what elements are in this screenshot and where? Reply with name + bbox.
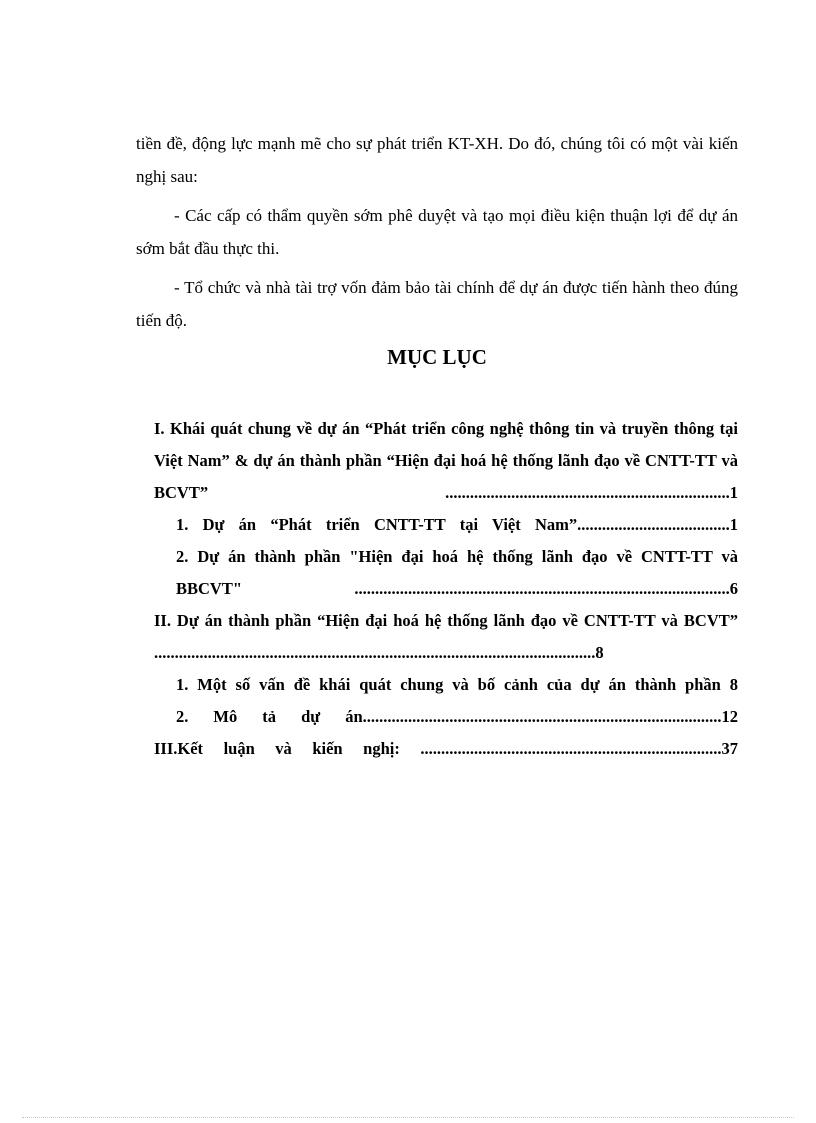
toc-entry-section-2-1[interactable]: 1. Một số vấn đề khái quát chung và bố cảnh của dự án thành phần 8 bbox=[176, 675, 738, 694]
toc-entry-section-3[interactable]: III.Kết luận và kiến nghị: .........................................................................37 bbox=[154, 739, 738, 758]
table-of-contents bbox=[154, 413, 738, 765]
toc-entry-section-1-1[interactable]: 1. Dự án “Phát triển CNTT-TT tại Việt Nam”.....................................1 bbox=[176, 515, 738, 534]
paragraph-recommendation-1: - Các cấp có thẩm quyền sớm phê duyệt và tạo mọi điều kiện thuận lợi để dự án sớm bắt đầu thực thi. bbox=[136, 206, 738, 258]
paragraph-conclusion: tiền đề, động lực mạnh mẽ cho sự phát triển KT-XH. Do đó, chúng tôi có một vài kiến nghị sau: bbox=[136, 134, 738, 186]
toc-title: MỤC LỤC bbox=[387, 345, 487, 369]
toc-entry-section-2[interactable]: II. Dự án thành phần “Hiện đại hoá hệ thống lãnh đạo về CNTT-TT và BCVT” ...........................................................................................................8 bbox=[154, 611, 738, 662]
toc-entry-section-1[interactable]: I. Khái quát chung về dự án “Phát triển công nghệ thông tin và truyền thông tại Việt Nam” & dự án thành phần “Hiện đại hoá hệ thống lãnh đạo về CNTT-TT và BCVT” .....................................................................1 bbox=[154, 419, 738, 502]
page-bottom-divider bbox=[22, 1117, 794, 1118]
paragraph-recommendation-2: - Tổ chức và nhà tài trợ vốn đảm bảo tài chính để dự án được tiến hành theo đúng tiến độ. bbox=[136, 278, 738, 330]
toc-entry-section-2-2[interactable]: 2. Mô tả dự án.......................................................................................12 bbox=[176, 707, 738, 726]
toc-entry-section-1-2[interactable]: 2. Dự án thành phần "Hiện đại hoá hệ thống lãnh đạo về CNTT-TT và BBCVT" ...........................................................................................6 bbox=[176, 547, 738, 598]
